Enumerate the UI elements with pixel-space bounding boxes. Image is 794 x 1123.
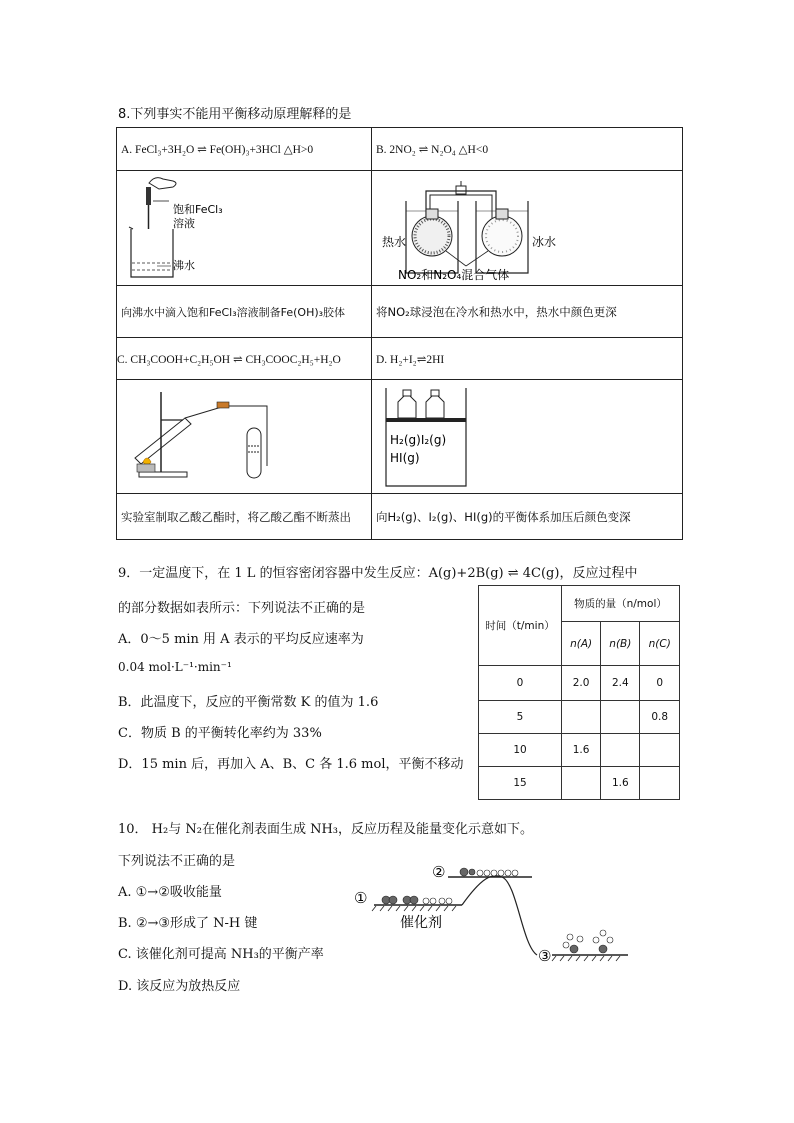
q8-b-label-ice-water: 冰水	[532, 235, 557, 249]
q9-option-b: B．此温度下，反应的平衡常数 K 的值为 1.6	[118, 695, 379, 710]
q9-stem-line2: 的部分数据如表所示：下列说法不正确的是	[118, 601, 366, 616]
q9-data-table	[478, 585, 680, 800]
q9-cell-t10-c	[640, 734, 680, 767]
q8-b-label-hot-water: 热水	[382, 235, 407, 249]
q8-table	[116, 127, 683, 540]
q9-option-a: A．0～5 min 用 A 表示的平均反应速率为	[118, 632, 364, 647]
q10-stem-line1: 10． H₂与 N₂在催化剂表面生成 NH₃，反应历程及能量变化示意如下。	[118, 822, 533, 837]
q10-stem-line2: 下列说法不正确的是	[118, 854, 236, 869]
q8-a-figure-cell	[117, 171, 372, 286]
q9-cell-t0-a: 2.0	[562, 666, 601, 701]
q10-state-1-label: ①	[354, 889, 368, 907]
q9-cell-t10-a: 1.6	[562, 734, 601, 767]
q9-cell-t0-b: 2.4	[601, 666, 640, 701]
q9-cell-t5-a	[562, 701, 601, 734]
q8-b-equation: B. 2NO₂ ⇌ N₂O₄ △H<0	[372, 128, 683, 171]
q9-option-c: C．物质 B 的平衡转化率约为 33%	[118, 726, 322, 741]
q8-d-figure-cell	[372, 380, 683, 494]
q9-cell-t10: 10	[479, 734, 562, 767]
q9-option-a-value: 0.04 mol·L⁻¹·min⁻¹	[118, 660, 232, 674]
q9-col-na: n(A)	[562, 622, 601, 666]
q9-col-nb: n(B)	[601, 622, 640, 666]
q8-b-flask-figure	[376, 171, 682, 282]
q8-c-equation: C. CH₃COOH+C₂H₅OH ⇌ CH₃COOC₂H₅+H₂O	[117, 338, 372, 380]
q8-d-label-product: HI(g)	[390, 451, 420, 465]
q9-cell-t5-c: 0.8	[640, 701, 680, 734]
q9-stem-line1: 9．一定温度下，在 1 L 的恒容密闭容器中发生反应：A(g)+2B(g) ⇌ 4C(g)，反应过程中	[118, 566, 638, 581]
q10-option-d: D. 该反应为放热反应	[118, 979, 241, 994]
q10-state-3-label: ③	[538, 947, 552, 965]
q9-cell-t10-b	[601, 734, 640, 767]
q9-col-nc: n(C)	[640, 622, 680, 666]
q10-option-b: B. ②→③形成了 N-H 键	[118, 916, 258, 931]
q9-cell-t5: 5	[479, 701, 562, 734]
q9-cell-t15-c	[640, 767, 680, 800]
q8-a-label-boiling-water: 沸水	[173, 259, 195, 272]
q8-d-label-reactants: H₂(g)I₂(g)	[390, 433, 447, 447]
q8-c-figure-cell	[117, 380, 372, 494]
q9-time-header: 时间（t/min）	[479, 586, 562, 666]
q8-a-label-fecl3: 饱和FeCl₃	[173, 203, 223, 216]
q9-cell-t0-c: 0	[640, 666, 680, 701]
q8-a-beaker-figure	[121, 171, 371, 282]
q8-a-equation: A. FeCl₃+3H₂O ⇌ Fe(OH)₃+3HCl △H>0	[117, 128, 372, 171]
q8-d-equation: D. H₂+I₂⇌2HI	[372, 338, 683, 380]
q8-d-description: 向H₂(g)、I₂(g)、HI(g)的平衡体系加压后颜色变深	[372, 494, 683, 540]
q8-c-description: 实验室制取乙酸乙酯时，将乙酸乙酯不断蒸出	[117, 494, 372, 540]
q10-state-2-label: ②	[432, 863, 446, 881]
q10-option-c: C. 该催化剂可提高 NH₃的平衡产率	[118, 947, 324, 962]
q8-b-description: 将NO₂球浸泡在冷水和热水中，热水中颜色更深	[372, 286, 683, 338]
q8-a-label-solution: 溶液	[173, 217, 195, 230]
q8-title: 8.下列事实不能用平衡移动原理解释的是	[118, 107, 352, 122]
q9-amount-header: 物质的量（n/mol）	[562, 586, 680, 622]
q8-a-description: 向沸水中滴入饱和FeCl₃溶液制备Fe(OH)₃胶体	[117, 286, 372, 338]
q8-b-figure-cell	[372, 171, 683, 286]
q10-energy-diagram	[352, 855, 642, 970]
q10-catalyst-label: 催化剂	[400, 915, 442, 931]
q9-cell-t15-b: 1.6	[601, 767, 640, 800]
q10-option-a: A. ①→②吸收能量	[118, 885, 222, 900]
q9-cell-t15-a	[562, 767, 601, 800]
q9-cell-t5-b	[601, 701, 640, 734]
q8-d-piston-figure	[376, 380, 682, 490]
q9-cell-t15: 15	[479, 767, 562, 800]
q9-cell-t0: 0	[479, 666, 562, 701]
q8-b-label-mixture: NO₂和N₂O₄混合气体	[398, 268, 510, 282]
q9-option-d: D．15 min 后，再加入 A、B、C 各 1.6 mol，平衡不移动	[118, 757, 464, 772]
q8-c-distillation-figure	[121, 380, 371, 490]
